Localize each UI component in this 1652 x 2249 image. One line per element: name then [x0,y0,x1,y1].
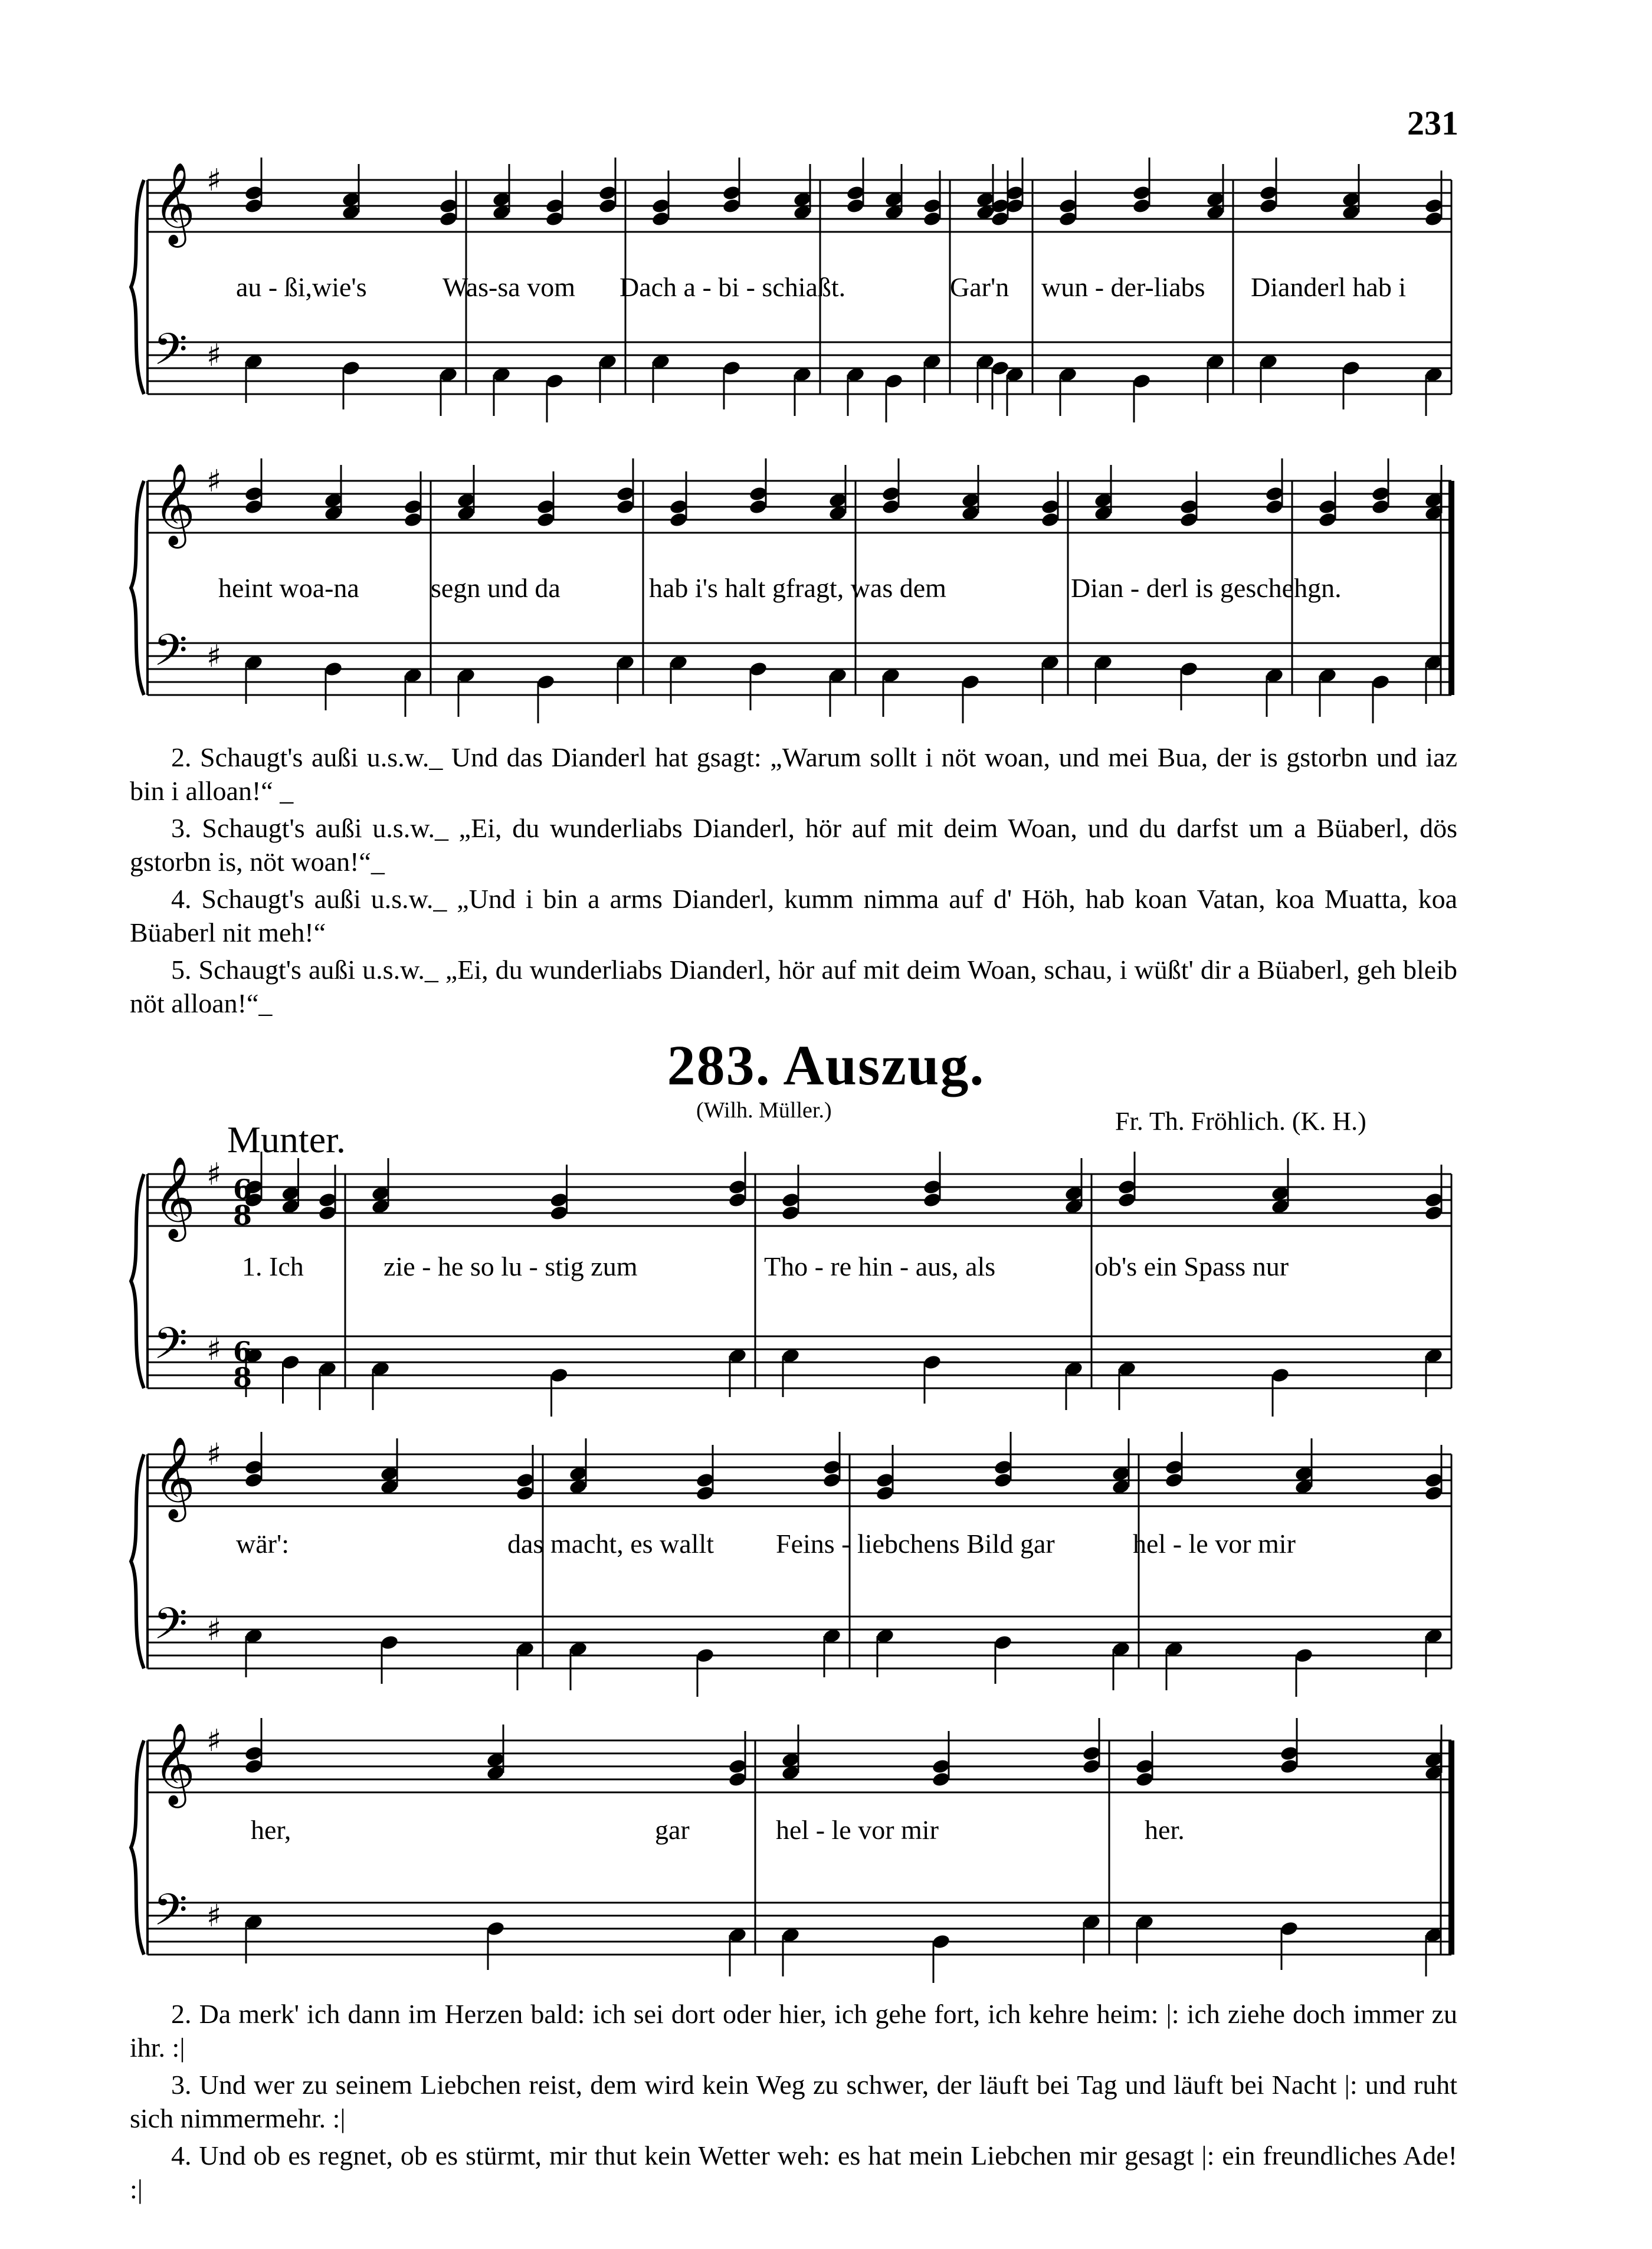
brace [131,1740,144,1955]
brace [131,180,144,394]
key-signature-sharp-icon: ♯ [206,1899,222,1934]
music-system [136,460,1451,743]
key-signature-sharp-icon: ♯ [206,163,222,198]
time-signature: 8 [233,1362,253,1394]
time-signature: 6 [233,1336,253,1368]
lyric-fragment: das macht, es wallt [507,1529,714,1559]
brace [131,1454,144,1668]
verse: 4. Schaugt's außi u.s.w._ „Und i bin a arms Dianderl, kumm nimma auf d' Höh, hab koan Vatan, koa Muatta, koa Büaberl nit meh!“ [130,884,1457,948]
lyric-fragment: hel - le vor mir [1133,1529,1296,1559]
page-number: 231 [1407,104,1458,142]
verses-song-283 [130,1997,1457,2209]
grand-staff [136,1153,1451,1431]
verse: 4. Und ob es regnet, ob es stürmt, mir thut kein Wetter weh: es hat mein Liebchen mir gesagt |: ein freundliches Ade! :| [130,2140,1457,2204]
treble-clef-icon: 𝄞 [153,162,195,244]
brace [131,1174,144,1388]
key-signature-sharp-icon: ♯ [206,1437,222,1473]
key-signature-sharp-icon: ♯ [206,1723,222,1759]
lyric-fragment: Dianderl hab i [1251,272,1407,302]
lyric-fragment: heint woa-na [218,573,359,603]
music-system [136,1720,1451,1997]
lyric-fragment: her. [1145,1815,1185,1845]
lyric-fragment: 1. Ich [242,1251,304,1281]
lyric-fragment: Gar'n [950,272,1009,302]
lyric-fragment: Was-sa vom [442,272,575,302]
lyric-fragment: zie - he so lu - stig zum [384,1251,638,1281]
lyric-fragment: gar [655,1815,690,1845]
bass-clef-icon: 𝄢 [153,1598,188,1660]
bass-clef-icon: 𝄢 [153,625,188,687]
treble-clef-icon: 𝄞 [153,1723,195,1805]
grand-staff [136,1720,1451,1997]
key-signature-sharp-icon: ♯ [206,1612,222,1648]
key-signature-sharp-icon: ♯ [206,639,222,674]
lyric-fragment: ob's ein Spass nur [1094,1251,1289,1281]
lyric-fragment: hab i's halt gfragt, was dem [649,573,946,603]
lyric-fragment: her, [251,1815,291,1845]
lyric-fragment: Tho - re hin - aus, als [764,1251,996,1281]
key-signature-sharp-icon: ♯ [206,338,222,373]
lyricist: (Wilh. Müller.) [696,1098,832,1123]
lyric-fragment: wun - der-liabs [1041,272,1205,302]
music-system [136,159,1451,442]
grand-staff [136,1434,1451,1711]
lyric-fragment: wär': [236,1529,290,1559]
treble-clef-icon: 𝄞 [153,1437,195,1519]
composer: Fr. Th. Fröhlich. (K. H.) [1115,1107,1366,1136]
key-signature-sharp-icon: ♯ [206,464,222,499]
lyric-fragment: Dach a - bi - schiaßt. [620,272,846,302]
song-title: 283. Auszug. [667,1034,985,1097]
music-system [136,1153,1451,1431]
bass-clef-icon: 𝄢 [153,1318,188,1380]
bass-clef-icon: 𝄢 [153,1884,188,1946]
key-signature-sharp-icon: ♯ [206,1157,222,1192]
tempo-marking: Munter. [227,1119,346,1160]
verse: 5. Schaugt's außi u.s.w._ „Ei, du wunderliabs Dianderl, hör auf mit deim Woan, schau, i wüßt' dir a Büaberl, geh bleib nöt alloan!“_ [130,955,1457,1018]
time-signature: 8 [233,1199,253,1231]
brace [131,481,144,695]
lyric-fragment: Dian - derl is geschehgn. [1071,573,1342,603]
lyric-fragment: au - ßi,wie's [236,272,367,302]
verses-song-282 [130,740,1457,1024]
verse: 2. Schaugt's außi u.s.w._ Und das Dianderl hat gsagt: „Warum sollt i nöt woan, und mei Bua, der is gstorbn und iaz bin i alloan!“ _ [130,742,1457,806]
verse: 3. Schaugt's außi u.s.w._ „Ei, du wunderliabs Dianderl, hör auf mit deim Woan, und du darfst um a Büaberl, dös gstorbn is, nöt woan!“_ [130,813,1457,877]
treble-clef-icon: 𝄞 [153,1156,195,1238]
verse: 2. Da merk' ich dann im Herzen bald: ich sei dort oder hier, ich gehe fort, ich kehre heim: |: ich ziehe doch immer zu ihr. :| [130,1999,1457,2063]
verse: 3. Und wer zu seinem Liebchen reist, dem wird kein Weg zu schwer, der läuft bei Tag und läuft bei Nacht |: und ruht sich nimmermehr. :| [130,2070,1457,2133]
music-system [136,1434,1451,1711]
bass-clef-icon: 𝄢 [153,324,188,386]
lyric-fragment: segn und da [431,573,560,603]
time-signature: 6 [233,1173,253,1205]
lyric-fragment: hel - le vor mir [776,1815,939,1845]
lyric-fragment: Feins - liebchens Bild gar [776,1529,1055,1559]
treble-clef-icon: 𝄞 [153,463,195,545]
key-signature-sharp-icon: ♯ [206,1332,222,1368]
